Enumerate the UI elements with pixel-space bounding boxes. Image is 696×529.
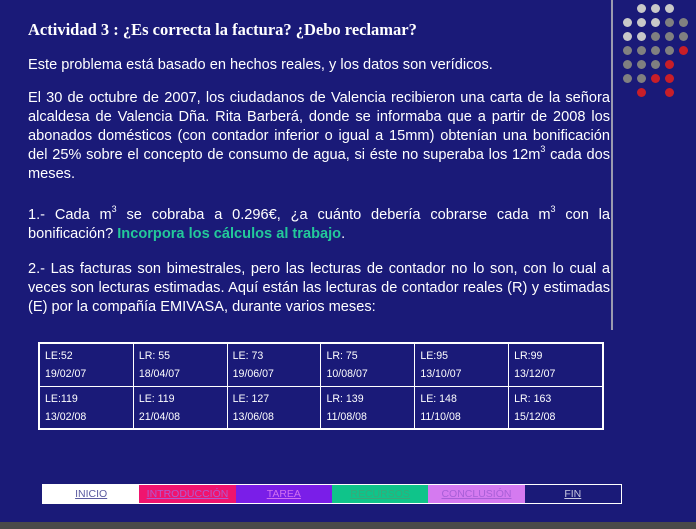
bottom-strip [0, 522, 696, 529]
table-cell: LE: 127 13/06/08 [227, 387, 321, 429]
nav-conclusion-link[interactable]: CONCLUSIÓN [428, 485, 524, 503]
table-cell: LE:119 13/02/08 [45, 393, 87, 423]
context-paragraph: El 30 de octubre de 2007, los ciudadanos de Valencia recibieron una carta de la señora alcaldesa de Valencia Dña. Rita Barberá, donde se informaba que a partir de 2008 los abonados domésticos (con contador inferior o igual a 15mm) obtenían una bonificación del 25% sobre el concepto de consumo de agua, si éste no superaba los $12m^3$ cada dos meses. [28, 90, 610, 182]
decorative-dot [623, 32, 632, 41]
decorative-dot [665, 46, 674, 55]
decorative-dot [623, 60, 632, 69]
decorative-dot [623, 74, 632, 83]
meter-readings-table [38, 342, 604, 430]
decorative-dot [651, 32, 660, 41]
table-cell: LE: 119 21/04/08 [133, 387, 227, 429]
decorative-dot [665, 4, 674, 13]
nav-introduccion-link[interactable]: INTRODUCCIÓN [139, 485, 235, 503]
nav-recursos-link[interactable]: RECURSOS [332, 485, 428, 503]
decorative-dot-grid [623, 4, 693, 108]
decorative-dot [665, 74, 674, 83]
decorative-dot [637, 4, 646, 13]
intro-text: Este problema está basado en hechos reales, y los datos son verídicos. [28, 57, 493, 73]
decorative-dot [651, 46, 660, 55]
decorative-dot [637, 88, 646, 97]
table-cell: LR: 75 10/08/07 [320, 344, 414, 386]
decorative-dot [665, 88, 674, 97]
decorative-dot [665, 32, 674, 41]
decorative-dot [651, 18, 660, 27]
decorative-dot [637, 46, 646, 55]
decorative-dot [665, 18, 674, 27]
decorative-dot [651, 60, 660, 69]
table-cell: LE: 73 19/06/07 [227, 344, 321, 386]
table-cell: LR: 163 15/12/08 [508, 387, 602, 429]
decorative-dot [679, 18, 688, 27]
decorative-dot [651, 74, 660, 83]
decorative-dot [637, 60, 646, 69]
decorative-dot [623, 18, 632, 27]
nav-fin-link[interactable]: FIN [525, 485, 621, 503]
table-cell: LE:52 19/02/07 [45, 350, 87, 380]
table-cell: LE:95 13/10/07 [414, 344, 508, 386]
table-cell: LE: 148 11/10/08 [414, 387, 508, 429]
decorative-dot [651, 4, 660, 13]
table-row [40, 386, 602, 429]
decorative-dot [623, 46, 632, 55]
table-cell: LR:99 13/12/07 [508, 344, 602, 386]
highlight-instruction: Incorpora los cálculos al trabajo [117, 226, 342, 242]
decorative-dot [679, 32, 688, 41]
table-cell: LR: 55 18/04/07 [133, 344, 227, 386]
question-1: 1.- Cada $m^3$ se cobraba a 0.296€, ¿a cuánto debería cobrarse cada $m^3$ con la bonificación? Incorpora los cálculos al trabajo. [28, 204, 611, 242]
decorative-dot [637, 74, 646, 83]
navigation-bar [42, 484, 622, 504]
table-cell: LR: 139 11/08/08 [320, 387, 414, 429]
question-2: 2.- Las facturas son bimestrales, pero las lecturas de contador no lo son, con lo cual a veces son lecturas estimadas. Aquí están las lecturas de contador reales (R) y estimadas (E) por la compañía EMIVASA, durante varios meses: [28, 261, 610, 315]
activity-title: Actividad 3 : ¿Es correcta la factura? ¿Debo reclamar? [28, 20, 417, 39]
divider-line [611, 0, 613, 330]
decorative-dot [637, 32, 646, 41]
decorative-dot [665, 60, 674, 69]
table-row [40, 344, 602, 386]
nav-inicio-link[interactable]: INICIO [43, 485, 139, 503]
nav-tarea-link[interactable]: TAREA [236, 485, 332, 503]
decorative-dot [637, 18, 646, 27]
decorative-dot [679, 46, 688, 55]
